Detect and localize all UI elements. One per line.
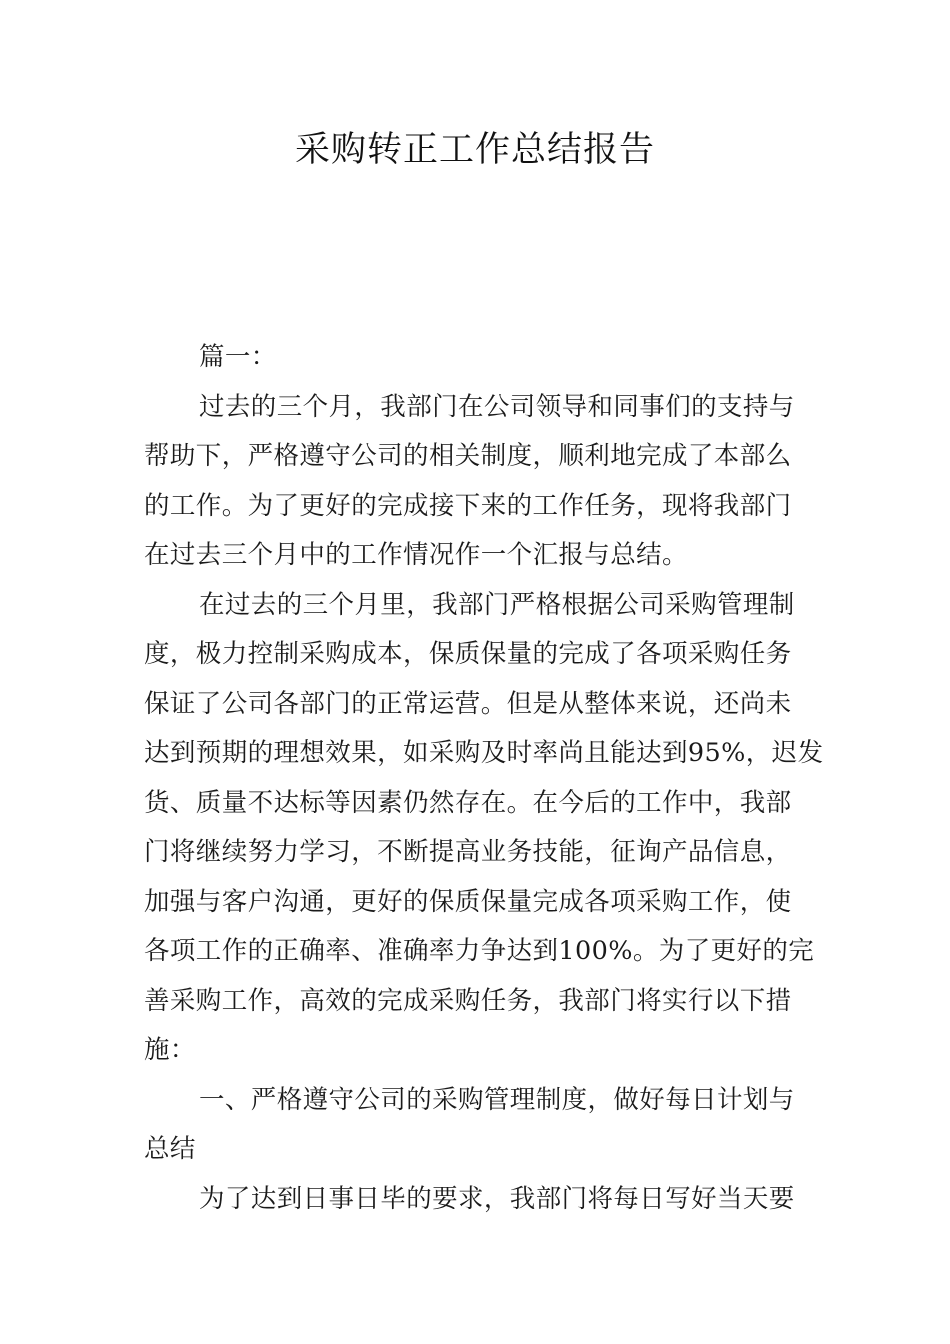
body-line: 各项工作的正确率、准确率力争达到100%。为了更好的完 (144, 936, 815, 966)
body-line: 门将继续努力学习，不断提高业务技能，征询产品信息， (144, 837, 792, 867)
body-line: 为了达到日事日毕的要求，我部门将每日写好当天要 (199, 1183, 795, 1214)
body-line: 施： (144, 1035, 196, 1065)
body-line: 过去的三个月，我部门在公司领导和同事们的支持与 (199, 391, 795, 422)
section-label: 篇一： (199, 342, 277, 372)
body-line: 善采购工作，高效的完成采购任务，我部门将实行以下措 (144, 985, 792, 1016)
body-line: 总结 (144, 1134, 196, 1164)
body-line: 度，极力控制采购成本，保质保量的完成了各项采购任务 (144, 639, 792, 669)
body-line: 的工作。为了更好的完成接下来的工作任务，现将我部门 (144, 490, 792, 521)
body-line: 帮助下，严格遵守公司的相关制度，顺利地完成了本部么 (144, 441, 792, 471)
body-line: 达到预期的理想效果，如采购及时率尚且能达到95%，迟发 (144, 738, 824, 768)
body-line: 加强与客户沟通，更好的保质保量完成各项采购工作，使 (144, 886, 792, 917)
body-line: 一、严格遵守公司的采购管理制度，做好每日计划与 (199, 1084, 795, 1115)
body-line: 在过去的三个月里，我部门严格根据公司采购管理制 (199, 589, 795, 620)
body-line: 保证了公司各部门的正常运营。但是从整体来说，还尚未 (144, 688, 792, 719)
document-body (144, 333, 824, 1224)
document-title: 采购转正工作总结报告 (294, 130, 655, 170)
body-line: 货、质量不达标等因素仍然存在。在今后的工作中，我部 (144, 787, 792, 818)
body-line: 在过去三个月中的工作情况作一个汇报与总结。 (144, 540, 688, 570)
